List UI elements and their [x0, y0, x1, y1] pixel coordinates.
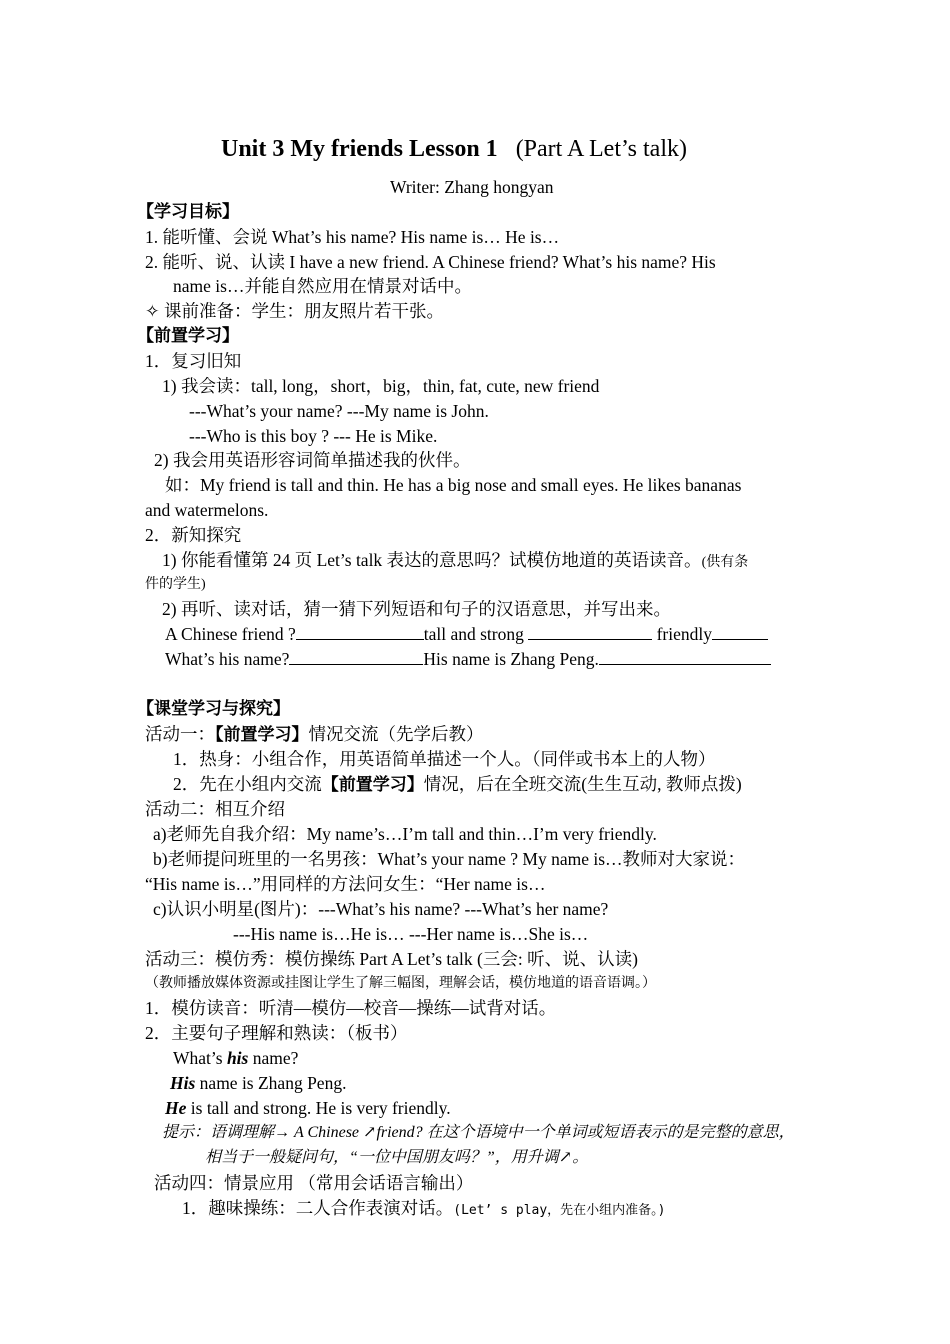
activity-1-label: 活动一：	[145, 724, 215, 744]
writer-line: Writer: Zhang hongyan	[390, 177, 554, 197]
objectives-heading: 【学习目标】	[137, 202, 239, 222]
answer-blank-3[interactable]	[712, 623, 768, 640]
activity-1-title: 情况交流（先学后教）	[308, 724, 484, 744]
question-1-note-cont: 件的学生)	[145, 577, 206, 592]
activity-3-note: （教师播放媒体资源或挂图让学生了解三幅图，理解会话，模仿地道的语音语调。）	[145, 976, 656, 991]
tip-line-2: 相当于一般疑问句，“一位中国朋友吗？”，用升调↗。	[205, 1149, 589, 1166]
answer-blank-4[interactable]	[289, 648, 423, 665]
activity-1-tag: 【前置学习】	[215, 725, 309, 745]
activity-2-c2: ---His name is…He is… ---Her name is…She is…	[233, 924, 589, 944]
fill-line-1	[165, 622, 768, 646]
sentence-1-post: name?	[248, 1048, 299, 1068]
key-sentence-1	[173, 1046, 298, 1070]
step-2-tag: 【前置学习】	[321, 775, 424, 795]
step-2-pre: 2．先在小组内交流	[173, 774, 322, 794]
activity-1-step-2	[173, 772, 742, 797]
sentence-3-emphasis: He	[165, 1098, 187, 1118]
activity-4-step-1-text: 1．趣味操练：二人合作表演对话。	[182, 1198, 454, 1218]
sentence-3-post: is tall and strong. He is very friendly.	[186, 1098, 451, 1118]
answer-blank-2[interactable]	[528, 623, 652, 640]
step-2-post: 情况，后在全班交流(生生互动, 教师点拨)	[423, 774, 742, 794]
activity-4: 活动四：情景应用 （常用会话语言输出）	[154, 1173, 474, 1193]
activity-1-step-1: 1．热身：小组合作，用英语简单描述一个人。（同伴或书本上的人物）	[173, 749, 716, 769]
sentence-1-emphasis: his	[226, 1048, 249, 1068]
question-1-note: (供有条	[701, 555, 749, 570]
example-line-b: and watermelons.	[145, 500, 269, 520]
key-sentence-3	[165, 1096, 451, 1120]
review-label: 1．复习旧知	[145, 351, 242, 371]
answer-blank-1[interactable]	[296, 623, 424, 640]
activity-4-step-1	[182, 1196, 666, 1223]
title-main: Unit 3 My friends Lesson 1	[221, 136, 498, 162]
explore-label: 2．新知探究	[145, 525, 242, 545]
sentence-2-emphasis: His	[170, 1073, 196, 1093]
sentence-1-pre: What’s	[173, 1048, 227, 1068]
activity-1	[145, 722, 484, 747]
title-part: (Part A Let’s talk)	[515, 136, 687, 162]
fill-line-2	[165, 647, 771, 671]
activity-3: 活动三：模仿秀：模仿操练 Part A Let’s talk (三会: 听、说、认读)	[145, 949, 638, 969]
answer-blank-5[interactable]	[599, 648, 771, 665]
activity-4-step-1-note: (Let’ s play，先在小组内准备。)	[453, 1203, 666, 1218]
fill-prompt-chinese-friend: A Chinese friend ?	[165, 624, 296, 644]
activity-3-step-2: 2．主要句子理解和熟读：（板书）	[145, 1023, 408, 1043]
activity-2: 活动二：相互介绍	[145, 799, 285, 819]
document-title	[221, 134, 687, 164]
question-1-text: 1) 你能看懂第 24 页 Let’s talk 表达的意思吗？试模仿地道的英语读音。	[162, 550, 702, 570]
tip-line-1: 提示：语调理解→ A Chinese ↗friend? 在这个语境中一个单词或短语表示的是完整的意思，	[162, 1124, 795, 1141]
question-2: 2) 再听、读对话，猜一猜下列短语和句子的汉语意思，并写出来。	[162, 599, 671, 619]
example-line-a: 如：My friend is tall and thin. He has a big nose and small eyes. He likes bananas	[165, 475, 742, 495]
fill-prompt-his-name-is: His name is Zhang Peng.	[423, 649, 599, 669]
fill-prompt-whats-his-name: What’s his name?	[165, 649, 290, 669]
fill-prompt-friendly: friendly	[656, 624, 713, 644]
preview-heading: 【前置学习】	[137, 326, 239, 346]
activity-3-step-1: 1．模仿读音：听清—模仿—校音—操练—试背对话。	[145, 998, 557, 1018]
fill-prompt-tall-strong: tall and strong	[423, 624, 524, 644]
dialog-line-2: ---Who is this boy ? --- He is Mike.	[189, 426, 438, 446]
key-sentence-2	[170, 1071, 346, 1095]
read-words: 1) 我会读：tall, long，short，big，thin, fat, cute, new friend	[162, 376, 600, 396]
objective-2a: 2. 能听、说、认读 I have a new friend. A Chinese friend? What’s his name? His	[145, 252, 716, 272]
sentence-2-post: name is Zhang Peng.	[195, 1073, 347, 1093]
objective-2b: name is…并能自然应用在情景对话中。	[173, 276, 472, 296]
describe-line: 2) 我会用英语形容词简单描述我的伙伴。	[154, 450, 471, 470]
classroom-heading: 【课堂学习与探究】	[137, 699, 290, 719]
dialog-line-1: ---What’s your name? ---My name is John.	[189, 401, 489, 421]
prep-line: ✧ 课前准备：学生：朋友照片若干张。	[145, 301, 445, 321]
activity-2-c1: c)认识小明星(图片)：---What’s his name? ---What’s her name?	[153, 899, 609, 919]
activity-2-b1: b)老师提问班里的一名男孩：What’s your name ? My name is…教师对大家说：	[153, 849, 746, 869]
question-1	[162, 548, 748, 575]
activity-2-a: a)老师先自我介绍：My name’s…I’m tall and thin…I’m very friendly.	[153, 824, 657, 844]
activity-2-b2: “His name is…”用同样的方法问女生：“Her name is…	[145, 874, 546, 894]
objective-1: 1. 能听懂、会说 What’s his name? His name is… He is…	[145, 227, 560, 247]
